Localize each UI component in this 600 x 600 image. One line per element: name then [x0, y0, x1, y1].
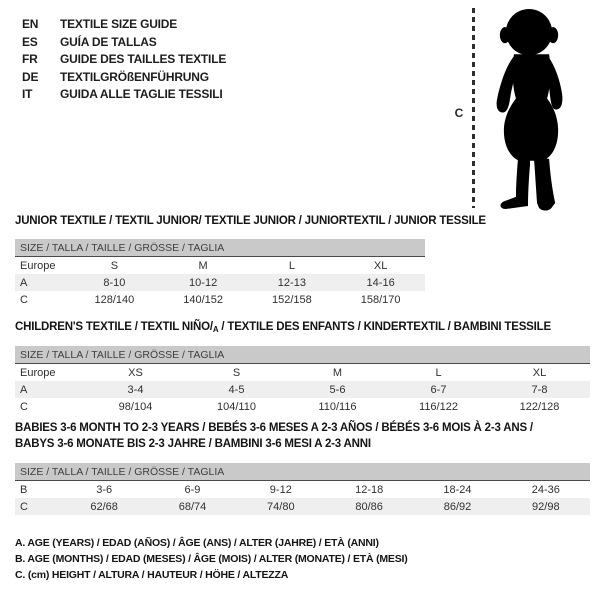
cell: 4-5 — [186, 381, 287, 398]
baby-leg-right — [534, 159, 555, 211]
table-row — [15, 381, 590, 398]
language-row — [22, 69, 226, 87]
cell: 80/86 — [325, 498, 413, 515]
table-row — [15, 364, 590, 382]
cell: 140/152 — [183, 293, 223, 306]
measure-legend — [15, 536, 408, 583]
height-measure-dashed-line — [472, 8, 475, 208]
children-table-title — [15, 321, 551, 334]
cell: 8-10 — [70, 274, 159, 291]
cell: 74/80 — [237, 498, 325, 515]
cell: 152/158 — [271, 293, 312, 306]
title-text: / TEXTILE DES ENFANTS / KINDERTEXTIL / BAMBINI TESSILE — [218, 321, 551, 333]
row-label: B — [20, 483, 28, 496]
language-row — [22, 51, 226, 69]
size-header-bar: SIZE / TALLA / TAILLE / GRÖSSE / TAGLIA — [15, 463, 590, 481]
babies-table-title-line2: BABYS 3-6 MONATE BIS 2-3 JAHRE / BAMBINI 3-6 MESI A 2-3 ANNI — [15, 438, 371, 450]
table-row — [15, 498, 590, 515]
cell: M — [198, 259, 208, 272]
cell: 10-12 — [159, 274, 248, 291]
guide-title: GUÍA DE TALLAS — [60, 34, 157, 49]
cell: 14-16 — [336, 274, 425, 291]
language-code: ES — [22, 34, 38, 49]
cell: 12-13 — [248, 274, 337, 291]
cell: 5-6 — [287, 381, 388, 398]
table-row — [15, 291, 425, 308]
guide-title: TEXTILGRÖßENFÜHRUNG — [60, 69, 209, 84]
language-title-list — [22, 16, 226, 104]
guide-title: GUIDA ALLE TAGLIE TESSILI — [60, 87, 223, 101]
cell: 98/104 — [118, 400, 153, 413]
cell: 62/68 — [60, 498, 148, 515]
language-code: EN — [22, 17, 39, 31]
table-row — [15, 398, 590, 415]
cell: 12-18 — [355, 483, 384, 496]
title-text: CHILDREN'S TEXTILE / TEXTIL NIÑO/ — [15, 321, 213, 333]
cell: 122/128 — [519, 400, 560, 413]
cell: 9-12 — [269, 483, 292, 496]
language-row — [22, 86, 226, 104]
row-label: A — [15, 274, 70, 291]
cell: M — [332, 366, 343, 379]
cell: S — [232, 366, 241, 379]
cell: 68/74 — [148, 498, 236, 515]
cell: 104/110 — [217, 400, 256, 413]
cell: 92/98 — [502, 498, 590, 515]
row-label: A — [15, 381, 85, 398]
row-label: Europe — [20, 259, 56, 272]
cell: 18-24 — [443, 483, 472, 496]
cell: S — [110, 259, 119, 272]
cell: XL — [532, 366, 547, 379]
babies-table-title-line1: BABIES 3-6 MONTH TO 2-3 YEARS / BEBÉS 3-6 MESES A 2-3 AÑOS / BÉBÉS 3-6 MOIS À 2-3 ANS / — [15, 422, 533, 434]
language-code: IT — [22, 87, 33, 101]
cell: 116/122 — [419, 400, 458, 413]
cell: XS — [128, 366, 143, 379]
legend-line-a: A. AGE (YEARS) / EDAD (AÑOS) / ÂGE (ANS) / ALTER (JAHRE) / ETÀ (ANNI) — [15, 537, 379, 549]
cell: 128/140 — [94, 293, 135, 306]
baby-head — [506, 9, 552, 55]
cell: 24-36 — [531, 483, 560, 496]
language-row — [22, 16, 226, 34]
language-code: DE — [22, 69, 39, 84]
cell: 86/92 — [413, 498, 501, 515]
cell: 6-7 — [388, 381, 489, 398]
cell: 3-6 — [96, 483, 113, 496]
junior-table-title: JUNIOR TEXTILE / TEXTIL JUNIOR/ TEXTILE JUNIOR / JUNIORTEXTIL / JUNIOR TESSILE — [15, 215, 486, 227]
cell: 158/170 — [360, 293, 401, 306]
cell: 6-9 — [184, 483, 201, 496]
table-row — [15, 257, 425, 275]
guide-title: TEXTILE SIZE GUIDE — [60, 17, 178, 31]
row-label: C — [20, 400, 28, 413]
table-row — [15, 481, 590, 499]
babies-size-table — [15, 463, 590, 515]
baby-leg-left — [500, 159, 530, 209]
cell: XL — [373, 259, 388, 272]
size-header-bar: SIZE / TALLA / TAILLE / GRÖSSE / TAGLIA — [15, 239, 425, 257]
cell: L — [435, 366, 442, 379]
table-row — [15, 274, 425, 291]
row-label: C — [20, 293, 28, 306]
title-subscript: A — [212, 325, 219, 334]
row-label: C — [15, 498, 60, 515]
legend-line-b: B. AGE (MONTHS) / EDAD (MESES) / ÂGE (MOIS) / ALTER (MONATE) / ETÀ (MESI) — [15, 552, 408, 565]
cell: L — [288, 259, 295, 272]
height-measure-label: C — [454, 106, 464, 120]
cell: 7-8 — [489, 381, 590, 398]
children-size-table — [15, 346, 590, 415]
junior-size-table — [15, 239, 425, 308]
legend-line-c: C. (cm) HEIGHT / ALTURA / HAUTEUR / HÖHE / ALTEZZA — [15, 568, 289, 581]
language-row — [22, 34, 226, 52]
cell: 110/116 — [318, 400, 357, 413]
row-label: Europe — [20, 366, 56, 379]
size-header-bar: SIZE / TALLA / TAILLE / GRÖSSE / TAGLIA — [15, 346, 590, 364]
language-code: FR — [22, 52, 38, 66]
cell: 3-4 — [85, 381, 186, 398]
baby-silhouette — [482, 6, 574, 212]
guide-title: GUIDE DES TAILLES TEXTILE — [60, 52, 227, 66]
